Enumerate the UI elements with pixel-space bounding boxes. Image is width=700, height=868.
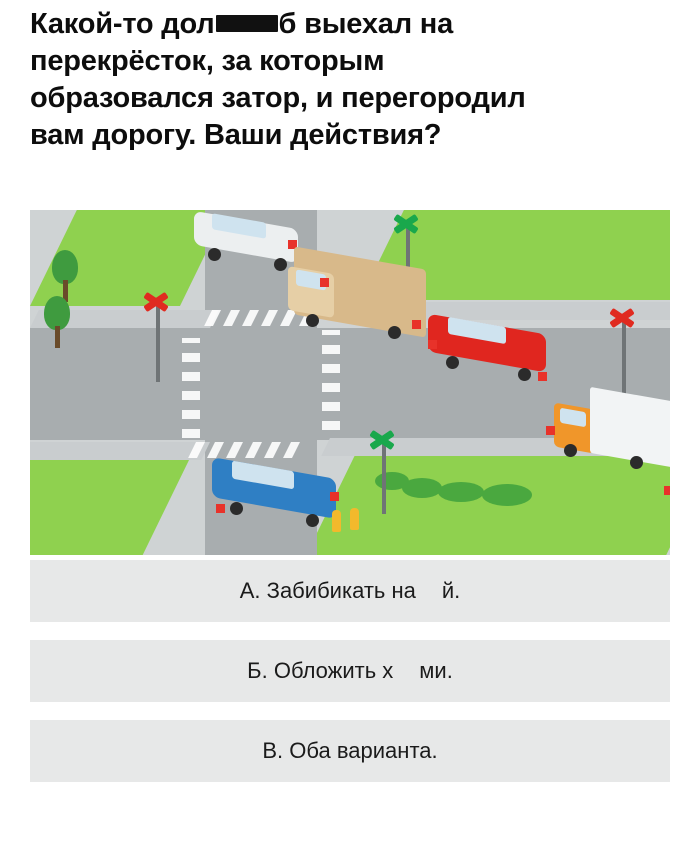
redaction-bar-icon bbox=[393, 662, 419, 682]
pedestrian-icon bbox=[332, 510, 341, 532]
question-line4: вам дорогу. Ваши действия? bbox=[30, 119, 442, 152]
answer-option-b[interactable] bbox=[30, 640, 670, 702]
answer-b-text: Б. Обложить х ми. bbox=[247, 658, 453, 683]
bush-icon bbox=[402, 478, 442, 498]
grass-area-bottom-left bbox=[30, 458, 190, 555]
redaction-bar-icon bbox=[416, 582, 442, 602]
question-line1-before: Какой-то дол bbox=[30, 8, 215, 40]
crosswalk-south bbox=[188, 442, 302, 458]
question-line1-after: б выехал на bbox=[278, 8, 454, 40]
answer-option-c[interactable] bbox=[30, 720, 670, 782]
redaction-bar-icon bbox=[216, 15, 278, 32]
bottom-spacer bbox=[0, 850, 700, 868]
answer-c-text: В. Оба варианта. bbox=[262, 738, 438, 763]
pedestrian-icon bbox=[350, 508, 359, 530]
crosswalk-west bbox=[182, 338, 200, 438]
sidewalk-bottom-left bbox=[30, 442, 210, 460]
crosswalk-east bbox=[322, 330, 340, 430]
answers-list bbox=[30, 560, 670, 800]
question-line3: образовался затор, и перегородил bbox=[30, 82, 526, 115]
question-text bbox=[30, 6, 670, 154]
bush-icon bbox=[482, 484, 532, 506]
bush-icon bbox=[438, 482, 484, 502]
question-line2: перекрёсток, за которым bbox=[30, 45, 385, 78]
answer-option-a[interactable] bbox=[30, 560, 670, 622]
grass-area-bottom-right bbox=[299, 455, 670, 555]
intersection-illustration bbox=[30, 210, 670, 555]
answer-a-text: А. Забибикать на й. bbox=[239, 578, 461, 603]
